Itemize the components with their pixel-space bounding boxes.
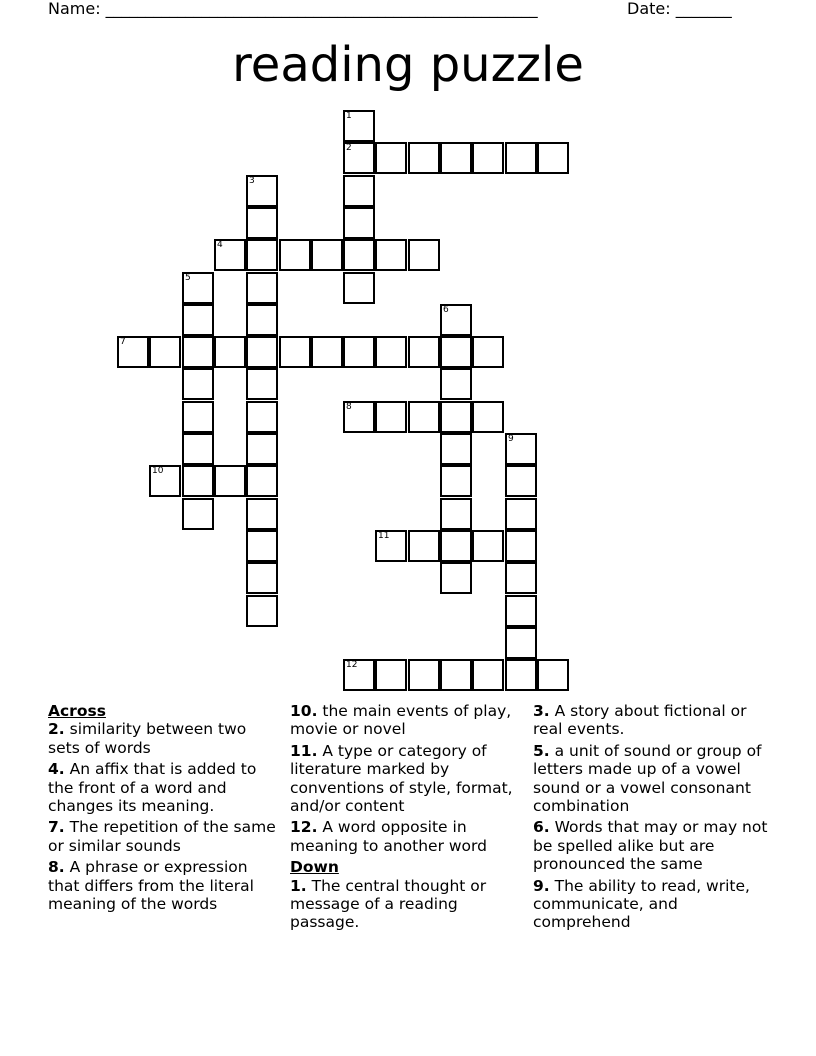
grid-cell[interactable] xyxy=(440,498,472,530)
grid-cell[interactable] xyxy=(472,142,504,174)
across-clue: 10. the main events of play, movie or novel xyxy=(290,702,512,739)
down-clue: 5. a unit of sound or group of letters made up of a vowel sound or a vowel consonant combination xyxy=(533,741,762,816)
grid-cell[interactable] xyxy=(408,336,440,368)
date-field[interactable]: Date: _______ xyxy=(627,0,732,18)
grid-cell[interactable] xyxy=(246,207,278,239)
across-clue: 11. A type or category of literature marked by conventions of style, format, and/or content xyxy=(290,741,513,816)
grid-cell[interactable] xyxy=(246,498,278,530)
grid-cell[interactable] xyxy=(505,659,537,691)
grid-cell[interactable] xyxy=(472,530,504,562)
grid-cell[interactable] xyxy=(182,401,214,433)
grid-cell[interactable] xyxy=(537,142,569,174)
clue-column-2 xyxy=(290,702,522,935)
grid-cell[interactable] xyxy=(537,659,569,691)
cell-number: 2 xyxy=(346,143,352,153)
grid-cell[interactable] xyxy=(440,142,472,174)
grid-cell[interactable] xyxy=(505,595,537,627)
cell-number: 1 xyxy=(346,111,352,121)
clue-column-1 xyxy=(48,702,280,916)
grid-cell[interactable] xyxy=(149,465,181,497)
across-clue: 8. A phrase or expression that differs from the literal meaning of the words xyxy=(48,858,254,914)
grid-cell[interactable] xyxy=(343,336,375,368)
cell-number: 4 xyxy=(217,240,223,250)
down-clue: 1. The central thought or message of a reading passage. xyxy=(290,876,487,932)
grid-cell[interactable] xyxy=(246,272,278,304)
grid-cell[interactable] xyxy=(505,433,537,465)
cell-number: 7 xyxy=(120,337,126,347)
grid-cell[interactable] xyxy=(182,498,214,530)
grid-cell[interactable] xyxy=(214,239,246,271)
down-clue: 3. A story about fictional or real events. xyxy=(533,702,747,739)
grid-cell[interactable] xyxy=(182,272,214,304)
grid-cell[interactable] xyxy=(408,401,440,433)
across-clue: 12. A word opposite in meaning to another word xyxy=(290,818,487,855)
grid-cell[interactable] xyxy=(246,595,278,627)
grid-cell[interactable] xyxy=(246,530,278,562)
grid-cell[interactable] xyxy=(440,304,472,336)
grid-cell[interactable] xyxy=(375,530,407,562)
grid-cell[interactable] xyxy=(343,239,375,271)
across-clue: 4. An affix that is added to the front of a word and changes its meaning. xyxy=(48,760,257,816)
grid-cell[interactable] xyxy=(182,368,214,400)
cell-number: 6 xyxy=(443,305,449,315)
grid-cell[interactable] xyxy=(311,239,343,271)
grid-cell[interactable] xyxy=(408,659,440,691)
grid-cell[interactable] xyxy=(343,659,375,691)
grid-cell[interactable] xyxy=(505,142,537,174)
grid-cell[interactable] xyxy=(343,401,375,433)
down-clue: 9. The ability to read, write, communicate, and comprehend xyxy=(533,876,750,932)
grid-cell[interactable] xyxy=(375,142,407,174)
grid-cell[interactable] xyxy=(440,659,472,691)
grid-cell[interactable] xyxy=(117,336,149,368)
grid-cell[interactable] xyxy=(246,336,278,368)
grid-cell[interactable] xyxy=(505,530,537,562)
puzzle-title: reading puzzle xyxy=(232,37,584,93)
grid-cell[interactable] xyxy=(440,433,472,465)
grid-cell[interactable] xyxy=(408,142,440,174)
cell-number: 3 xyxy=(249,176,255,186)
grid-cell[interactable] xyxy=(343,207,375,239)
grid-cell[interactable] xyxy=(505,498,537,530)
grid-cell[interactable] xyxy=(311,336,343,368)
grid-cell[interactable] xyxy=(246,304,278,336)
grid-cell[interactable] xyxy=(246,175,278,207)
grid-cell[interactable] xyxy=(182,465,214,497)
grid-cell[interactable] xyxy=(472,401,504,433)
down-clue: 6. Words that may or may not be spelled alike but are pronounced the same xyxy=(533,818,768,874)
grid-cell[interactable] xyxy=(214,465,246,497)
grid-cell[interactable] xyxy=(182,304,214,336)
grid-cell[interactable] xyxy=(440,401,472,433)
grid-cell[interactable] xyxy=(182,433,214,465)
grid-cell[interactable] xyxy=(472,336,504,368)
grid-cell[interactable] xyxy=(375,401,407,433)
clue-column-3 xyxy=(533,702,769,935)
cell-number: 12 xyxy=(346,660,358,670)
cell-number: 5 xyxy=(185,273,191,283)
grid-cell[interactable] xyxy=(472,659,504,691)
grid-cell[interactable] xyxy=(182,336,214,368)
grid-cell[interactable] xyxy=(408,530,440,562)
grid-cell[interactable] xyxy=(343,175,375,207)
grid-cell[interactable] xyxy=(246,368,278,400)
cell-number: 11 xyxy=(378,531,390,541)
grid-cell[interactable] xyxy=(440,530,472,562)
cell-number: 8 xyxy=(346,402,352,412)
cell-number: 9 xyxy=(508,434,514,444)
grid-cell[interactable] xyxy=(440,562,472,594)
grid-cell[interactable] xyxy=(246,433,278,465)
across-heading: Across xyxy=(48,702,106,720)
cell-number: 10 xyxy=(152,466,164,476)
grid-cell[interactable] xyxy=(440,465,472,497)
grid-cell[interactable] xyxy=(279,336,311,368)
grid-cell[interactable] xyxy=(149,336,181,368)
grid-cell[interactable] xyxy=(246,401,278,433)
grid-cell[interactable] xyxy=(505,562,537,594)
grid-cell[interactable] xyxy=(246,239,278,271)
grid-cell[interactable] xyxy=(375,239,407,271)
down-heading: Down xyxy=(290,858,339,877)
grid-cell[interactable] xyxy=(246,562,278,594)
grid-cell[interactable] xyxy=(440,336,472,368)
grid-cell[interactable] xyxy=(246,465,278,497)
across-clue: 2. similarity between two sets of words xyxy=(48,720,247,757)
grid-cell[interactable] xyxy=(279,239,311,271)
grid-cell[interactable] xyxy=(375,659,407,691)
grid-cell[interactable] xyxy=(214,336,246,368)
grid-cell[interactable] xyxy=(343,110,375,142)
across-clue: 7. The repetition of the same or similar sounds xyxy=(48,818,276,855)
grid-cell[interactable] xyxy=(505,627,537,659)
name-field[interactable]: Name: ______________________________________________________ xyxy=(48,0,538,18)
grid-cell[interactable] xyxy=(408,239,440,271)
grid-cell[interactable] xyxy=(343,272,375,304)
grid-cell[interactable] xyxy=(375,336,407,368)
grid-cell[interactable] xyxy=(343,142,375,174)
grid-cell[interactable] xyxy=(505,465,537,497)
grid-cell[interactable] xyxy=(440,368,472,400)
